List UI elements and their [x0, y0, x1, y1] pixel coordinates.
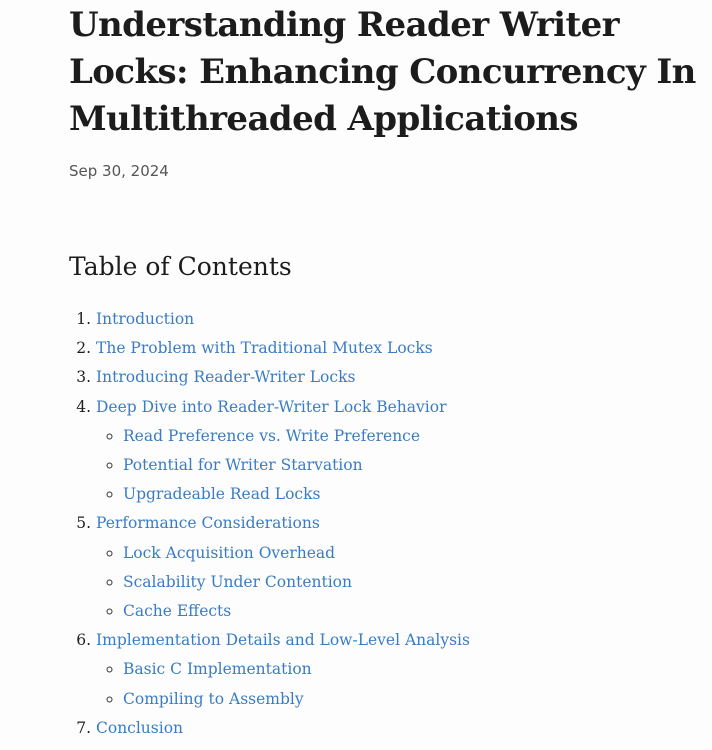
publish-date: Sep 30, 2024 [69, 162, 169, 180]
toc-link-writer-starvation[interactable]: Potential for Writer Starvation [123, 456, 363, 475]
toc-subitem [123, 422, 699, 451]
toc-link-lock-acquisition-overhead[interactable]: Lock Acquisition Overhead [123, 543, 336, 562]
toc-subitem [123, 539, 699, 568]
toc-link-deep-dive[interactable]: Deep Dive into Reader-Writer Lock Behavior [96, 397, 447, 416]
toc-heading: Table of Contents [69, 252, 292, 281]
toc-subitem [123, 655, 699, 684]
toc-item [96, 509, 699, 626]
toc-link-performance[interactable]: Performance Considerations [96, 514, 320, 533]
toc-link-implementation[interactable]: Implementation Details and Low-Level Analysis [96, 631, 470, 650]
article [69, 0, 699, 743]
toc-item [96, 334, 699, 363]
toc-link-problem-mutex[interactable]: The Problem with Traditional Mutex Locks [96, 339, 433, 358]
table-of-contents [69, 305, 699, 743]
toc-subitem [123, 685, 699, 714]
toc-subitem [123, 451, 699, 480]
toc-link-scalability[interactable]: Scalability Under Contention [123, 572, 352, 591]
toc-link-introducing-rw-locks[interactable]: Introducing Reader-Writer Locks [96, 368, 356, 387]
toc-link-cache-effects[interactable]: Cache Effects [123, 602, 232, 621]
toc-link-basic-c-implementation[interactable]: Basic C Implementation [123, 660, 312, 679]
toc-sublist [96, 539, 699, 627]
toc-subitem [123, 568, 699, 597]
toc-item [96, 393, 699, 510]
toc-subitem [123, 597, 699, 626]
toc-subitem [123, 480, 699, 509]
toc-item [96, 626, 699, 714]
toc-link-conclusion[interactable]: Conclusion [96, 718, 184, 737]
toc-sublist [96, 655, 699, 713]
toc-sublist [96, 422, 699, 510]
toc-link-compiling-to-assembly[interactable]: Compiling to Assembly [123, 689, 304, 708]
toc-link-upgradeable-read-locks[interactable]: Upgradeable Read Locks [123, 485, 321, 504]
toc-item [96, 305, 699, 334]
toc-link-introduction[interactable]: Introduction [96, 310, 195, 328]
toc-link-read-vs-write-preference[interactable]: Read Preference vs. Write Preference [123, 426, 421, 445]
toc-item [96, 363, 699, 392]
toc-item [96, 714, 699, 743]
page-title: Understanding Reader Writer Locks: Enhancing Concurrency In Multithreaded Applications [69, 5, 696, 139]
